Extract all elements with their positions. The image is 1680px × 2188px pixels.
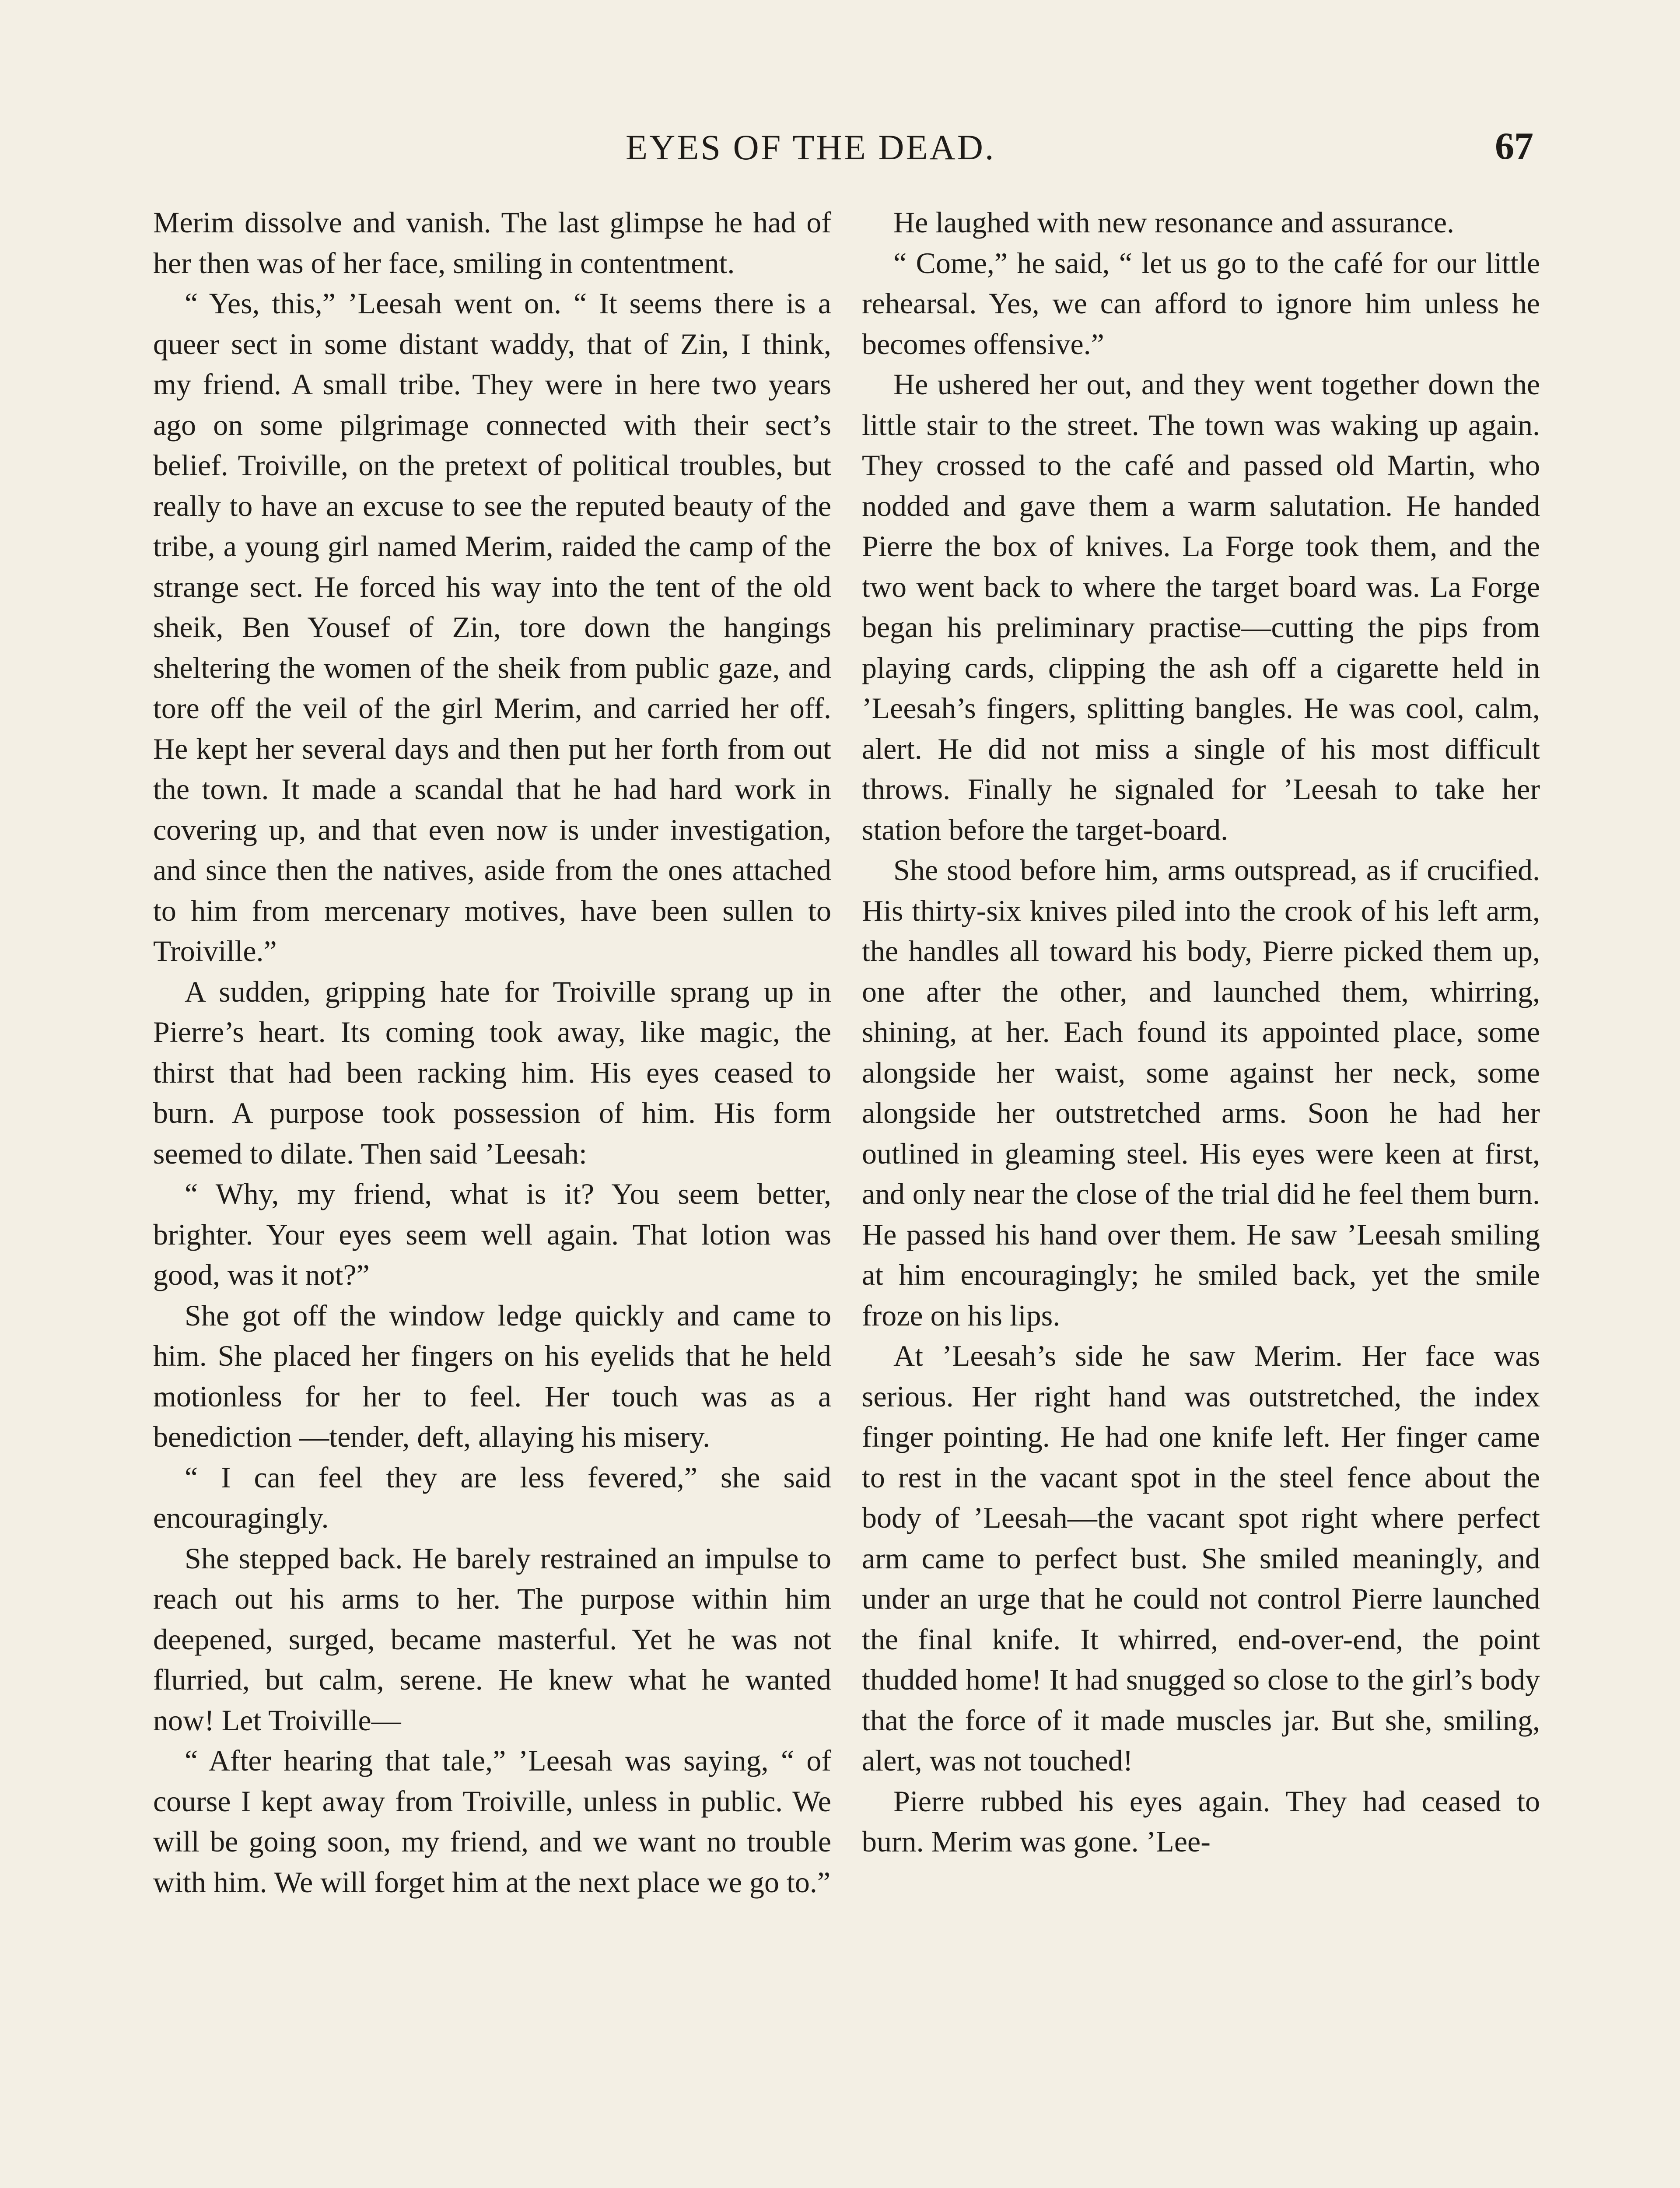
paragraph: Pierre rubbed his eyes again. They had ceased to burn. Merim was gone. ’Lee- [862, 1784, 1540, 1858]
paragraph: She got off the window ledge quickly and came to him. She placed her fingers on his eyelids that he held motionless for her to feel. Her touch was as a benediction —tender, deft, allaying his misery. [153, 1298, 831, 1453]
paragraph: “ Why, my friend, what is it? You seem better, brighter. Your eyes seem well again. That lotion was good, was it not?” [153, 1177, 831, 1291]
paragraph: “ After hearing that tale,” ’Leesah was saying, “ of course I kept away from Troiville, unless in public. We will be going soon, my friend, and we want no trouble with him. We will forget him at the next place we go to.” [153, 1744, 831, 1899]
paragraph: “ Come,” he said, “ let us go to the café for our little rehearsal. Yes, we can afford to ignore him unless he becomes offensive.” [862, 246, 1540, 361]
page-number: 67 [1495, 125, 1533, 168]
paragraph: She stood before him, arms outspread, as if crucified. His thirty-six knives piled into the crook of his left arm, the handles all toward his body, Pierre picked them up, one after the other, and launched them, whirring, shining, at her. Each found its appointed place, some alongside her waist, some against her neck, some alongside her outstretched arms. Soon he had her outlined in gleaming steel. His eyes were keen at first, and only near the close of the trial did he feel them burn. He passed his hand over them. He saw ’Leesah smiling at him encouragingly; he smiled back, yet the smile froze on his lips. [862, 853, 1540, 1332]
paragraph: A sudden, gripping hate for Troiville sprang up in Pierre’s heart. Its coming took away, like magic, the thirst that had been racking him. His eyes ceased to burn. A purpose took possession of him. His form seemed to dilate. Then said ’Leesah: [153, 975, 831, 1170]
paragraph: “ I can feel they are less fevered,” she said encouragingly. [153, 1460, 831, 1534]
right-column [862, 202, 1540, 1862]
paragraph: He laughed with new resonance and assurance. [893, 206, 1455, 239]
left-column [153, 202, 831, 1902]
paragraph: “ Yes, this,” ’Leesah went on. “ It seems there is a queer sect in some distant waddy, that of Zin, I think, my friend. A small tribe. They were in here two years ago on some pilgrimage connected with their sect’s belief. Troiville, on the pretext of political troubles, but really to have an excuse to see the reputed beauty of the tribe, a young girl named Merim, raided the camp of the strange sect. He forced his way into the tent of the old sheik, Ben Yousef of Zin, tore down the hangings sheltering the women of the sheik from public gaze, and tore off the veil of the girl Merim, and carried her off. He kept her several days and then put her forth from out the town. It made a scandal that he had hard work in covering up, and that even now is under investigation, and since then the natives, aside from the ones attached to him from mercenary motives, have been sullen to Troiville.” [153, 287, 831, 968]
paragraph: He ushered her out, and they went together down the little stair to the street. The town was waking up again. They crossed to the café and passed old Martin, who nodded and gave them a warm salutation. He handed Pierre the box of knives. La Forge took them, and the two went back to where the target board was. La Forge began his preliminary practise—cutting the pips from playing cards, clipping the ash off a cigarette held in ’Leesah’s fingers, splitting bangles. He was cool, calm, alert. He did not miss a single of his most difficult throws. Finally he signaled for ’Leesah to take her station before the target-board. [862, 368, 1540, 846]
paragraph: At ’Leesah’s side he saw Merim. Her face was serious. Her right hand was outstretched, the index finger pointing. He had one knife left. Her finger came to rest in the vacant spot in the steel fence about the body of ’Leesah—the vacant spot right where perfect arm came to perfect bust. She smiled meaningly, and under an urge that he could not control Pierre launched the final knife. It whirred, end-over-end, the point thudded home! It had snugged so close to the girl’s body that the force of it made muscles jar. But she, smiling, alert, was not touched! [862, 1339, 1540, 1777]
running-title: EYES OF THE DEAD. [626, 127, 996, 167]
page-header [144, 127, 1533, 175]
paragraph: She stepped back. He barely restrained an impulse to reach out his arms to her. The purpose within him deepened, surged, became masterful. Yet he was not flurried, but calm, serene. He knew what he wanted now! Let Troiville— [153, 1541, 831, 1737]
paragraph: Merim dissolve and vanish. The last glimpse he had of her then was of her face, smiling in contentment. [153, 206, 831, 280]
